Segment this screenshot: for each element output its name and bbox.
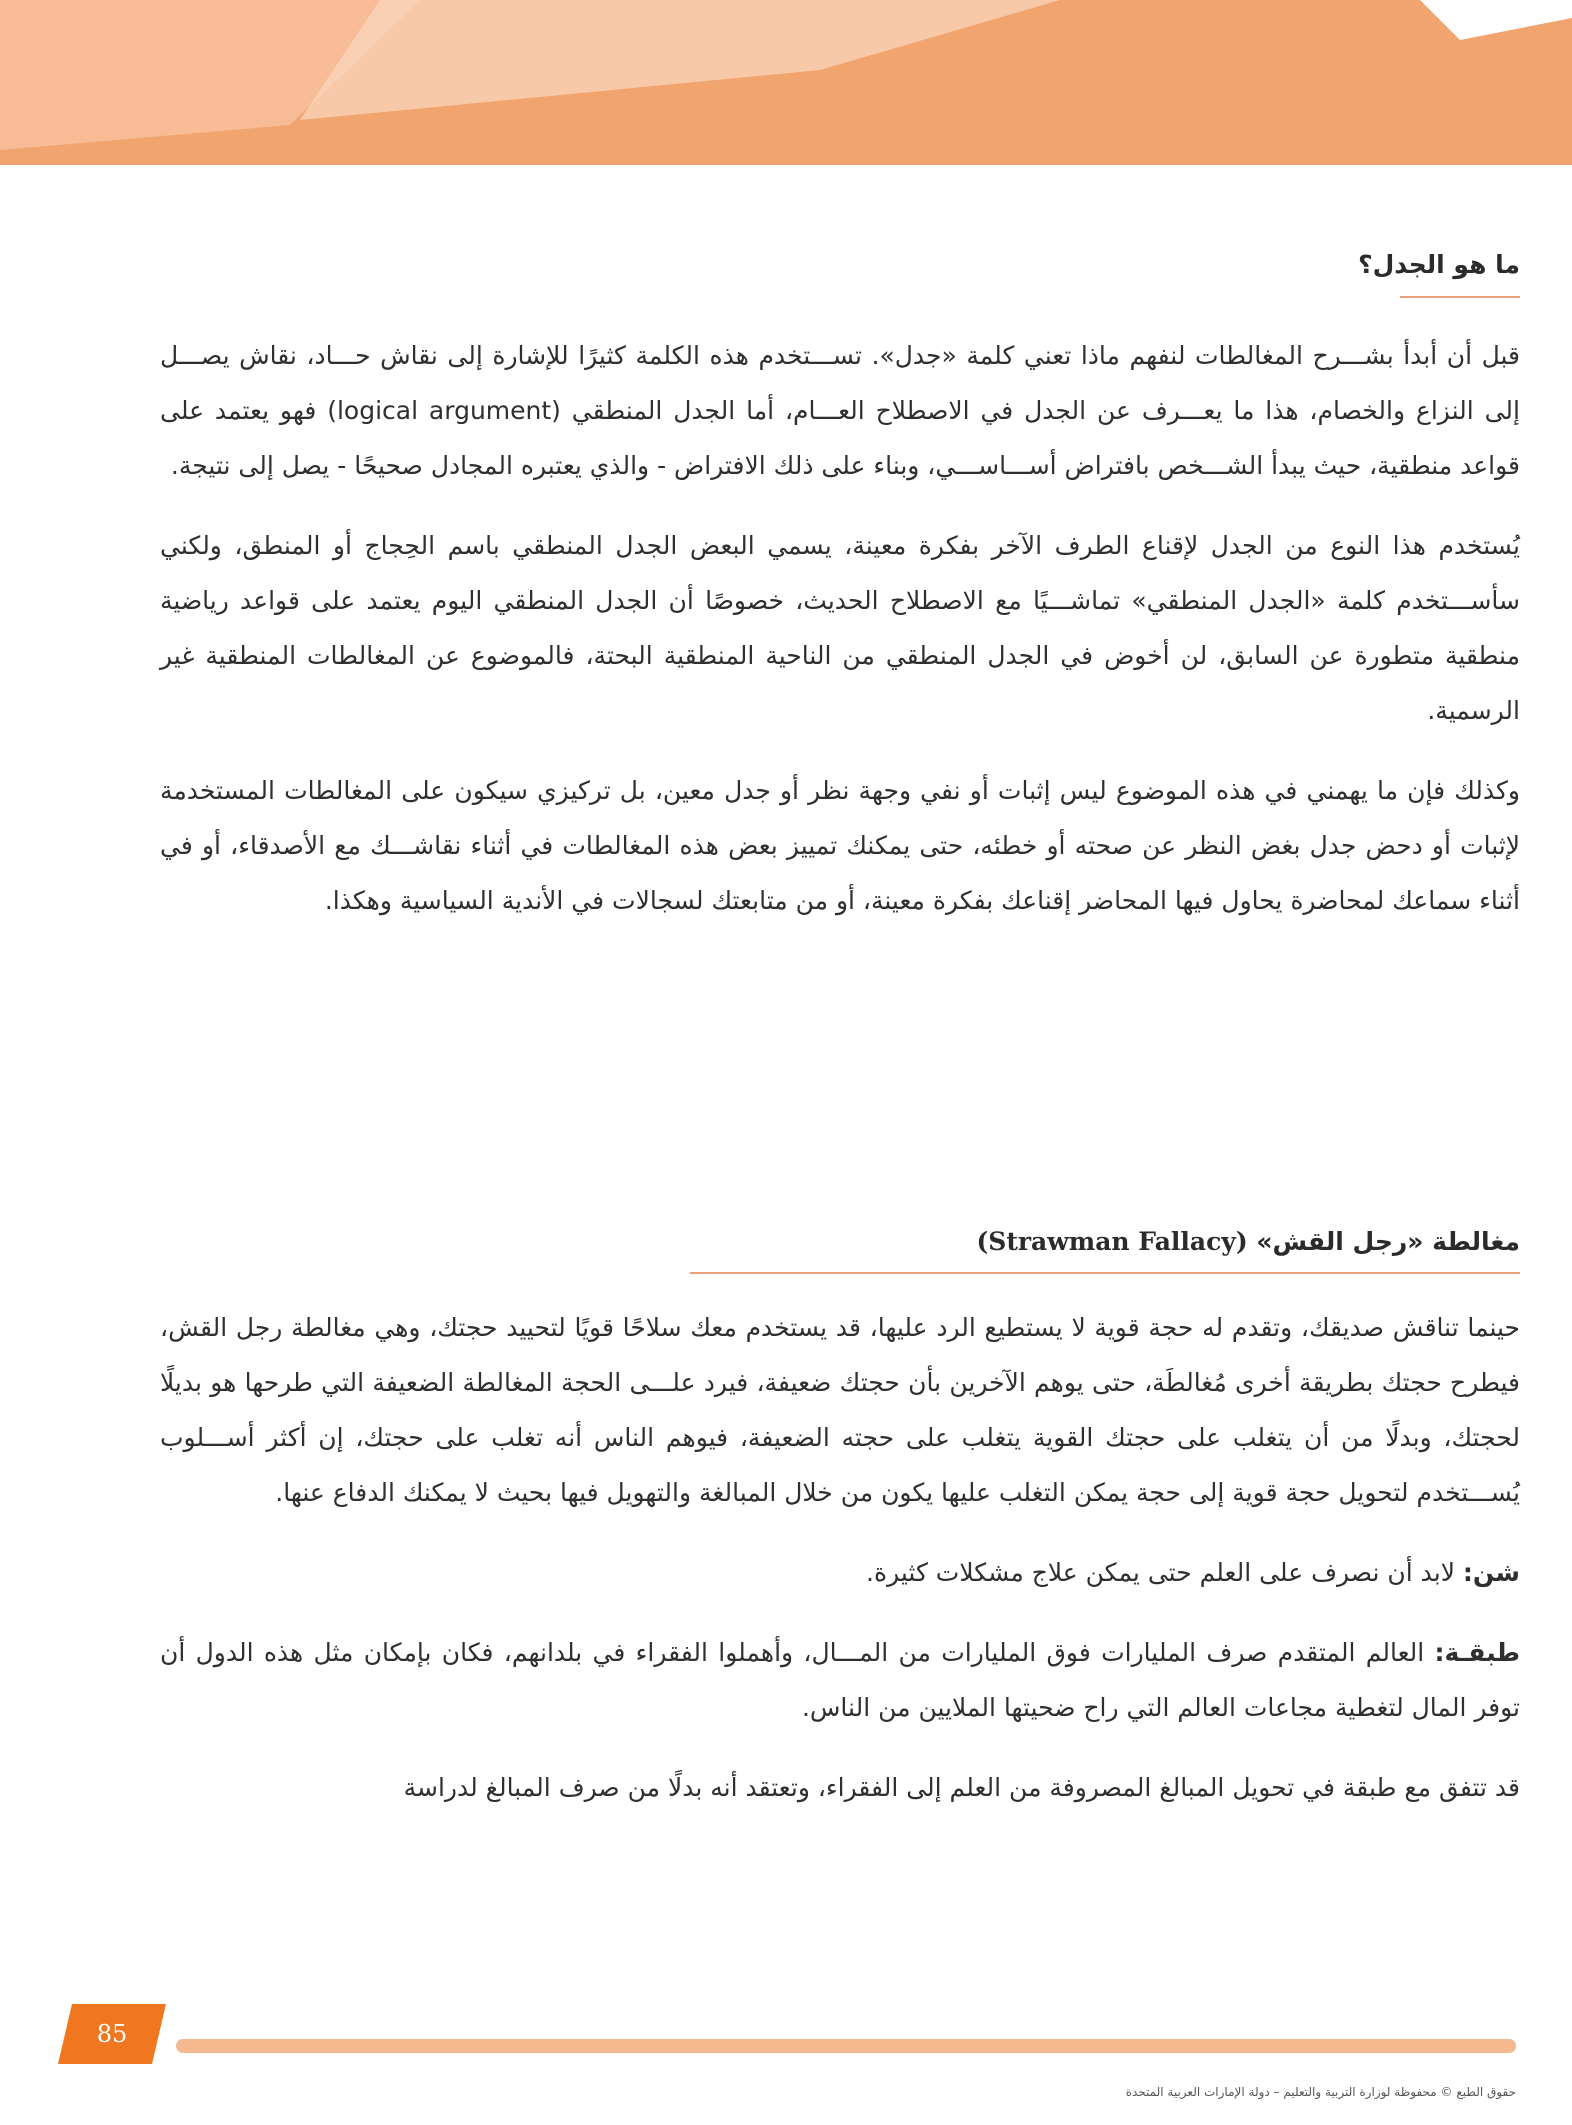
paragraph: قد تتفق مع طبقة في تحويل المبالغ المصروفة من العلم إلى الفقراء، وتعتقد أنه بدلًا من صرف المبالغ لدراسة bbox=[403, 1773, 1520, 1802]
section-title-strawman bbox=[976, 1227, 1520, 1270]
section-2-body bbox=[160, 1300, 1520, 1840]
paragraph: قبل أن أبدأ بشـــرح المغالطات لنفهم ماذا تعني كلمة «جدل». تســـتخدم هذه الكلمة كثيرًا للإشارة إلى نقاش حـــاد، نقاش يصـــل إلى النزاع والخصام، هذا ما يعـــرف عن الجدل في الاصطلاح العـــام، أما الجدل المنطقي (logical argument) فهو يعتمد على قواعد منطقية، حيث يبدأ الشـــخص بافتراض أســـاســـي، وبناء على ذلك الافتراض - والذي يعتبره المجادل صحيحًا - يصل إلى نتيجة. bbox=[160, 341, 1520, 480]
speaker-label: طبقـة: bbox=[1434, 1638, 1520, 1667]
speaker-text: لابد أن نصرف على العلم حتى يمكن علاج مشكلات كثيرة. bbox=[866, 1558, 1463, 1587]
section-title-arabic: مغالطة «رجل القش» bbox=[1256, 1227, 1520, 1256]
section-title-english: (Strawman Fallacy) bbox=[976, 1227, 1248, 1256]
footer-line bbox=[176, 2039, 1516, 2053]
example-paragraph bbox=[160, 1625, 1520, 1735]
header-shape-white bbox=[1420, 0, 1572, 40]
copyright-notice: حقوق الطبع © محفوظة لوزارة التربية والتعليم – دولة الإمارات العربية المتحدة bbox=[1125, 2085, 1516, 2099]
header-band bbox=[0, 0, 1572, 165]
section-title-underline bbox=[1400, 296, 1520, 298]
page-number: 85 bbox=[96, 2020, 128, 2048]
paragraph: حينما تناقش صديقك، وتقدم له حجة قوية لا يستطيع الرد عليها، قد يستخدم معك سلاحًا قويًا لتحييد حجتك، وهي مغالطة رجل القش، فيطرح حجتك بطريقة أخرى مُغالطَة، حتى يوهم الآخرين بأن حجتك ضعيفة، فيرد علـــى الحجة المغالطة الضعيفة التي طرحها هو بديلًا لحجتك، وبدلًا من أن يتغلب على حجتك القوية يتغلب على حجته الضعيفة، فيوهم الناس أنه تغلب على حجتك، إن أكثر أســـلوب يُســـتخدم لتحويل حجة قوية إلى حجة يمكن التغلب عليها يكون من خلال المبالغة والتهويل فيها بحيث لا يمكنك الدفاع عنها. bbox=[160, 1313, 1520, 1507]
section-title-what-is-argument: ما هو الجدل؟ bbox=[1358, 250, 1520, 279]
paragraph: وكذلك فإن ما يهمني في هذه الموضوع ليس إثبات أو نفي وجهة نظر أو جدل معين، بل تركيزي سيكون على المغالطات المستخدمة لإثبات أو دحض جدل بغض النظر عن صحته أو خطئه، حتى يمكنك تمييز بعض هذه المغالطات في أثناء نقاشـــك مع الأصدقاء، أو في أثناء سماعك لمحاضرة يحاول فيها المحاضر إقناعك بفكرة معينة، أو من متابعتك لسجالات في الأندية السياسية وهكذا. bbox=[160, 776, 1520, 915]
section-title-underline bbox=[690, 1272, 1520, 1274]
header-shape-pale bbox=[300, 0, 1060, 120]
page-number-badge bbox=[58, 2004, 166, 2064]
speaker-label: شن: bbox=[1462, 1558, 1520, 1587]
section-1-body bbox=[160, 328, 1520, 953]
header-decoration bbox=[0, 0, 1572, 165]
speaker-text: العالم المتقدم صرف المليارات فوق المليارات من المـــال، وأهملوا الفقراء في بلدانهم، فكان بإمكان مثل هذه الدول أن توفر المال لتغطية مجاعات العالم التي راح ضحيتها الملايين من الناس. bbox=[160, 1638, 1520, 1722]
paragraph: يُستخدم هذا النوع من الجدل لإقناع الطرف الآخر بفكرة معينة، يسمي البعض الجدل المنطقي باسم الحِجاج أو المنطق، ولكني سأســـتخدم كلمة «الجدل المنطقي» تماشـــيًا مع الاصطلاح الحديث، خصوصًا أن الجدل المنطقي اليوم يعتمد على قواعد رياضية منطقية متطورة عن السابق، لن أخوض في الجدل المنطقي من الناحية المنطقية البحتة، فالموضوع عن المغالطات المنطقية غير الرسمية. bbox=[160, 531, 1520, 725]
example-paragraph bbox=[160, 1545, 1520, 1600]
